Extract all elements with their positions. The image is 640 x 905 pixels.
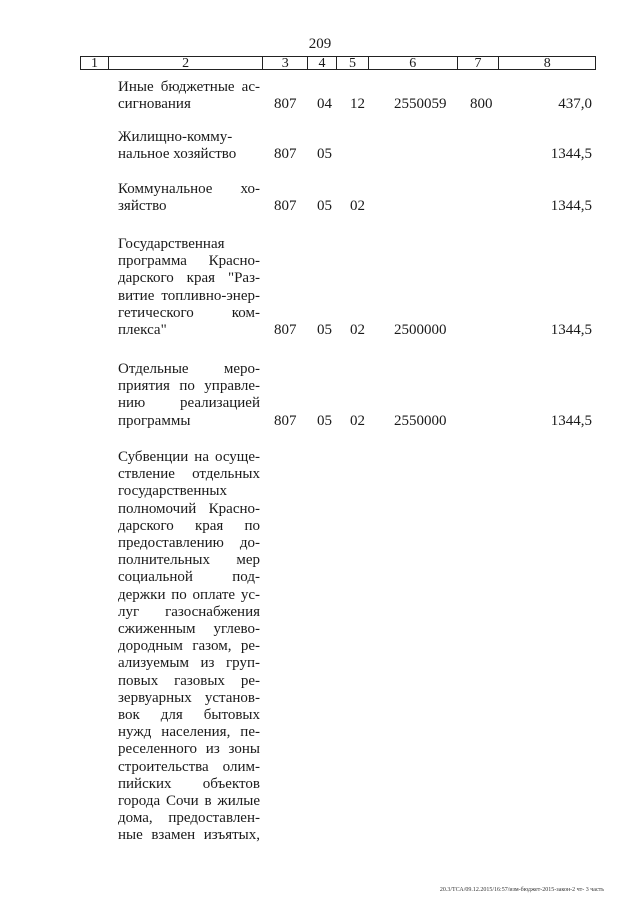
desc-line: ные взамен изъятых,: [118, 827, 260, 844]
row-description: [118, 361, 260, 430]
desc-line: сжиженным углево-: [118, 621, 260, 638]
header-col-1: 1: [81, 57, 109, 69]
cell-col-3: 807: [274, 412, 297, 429]
cell-col-8: 1344,5: [550, 146, 592, 163]
desc-line: ализуемым из груп-: [118, 655, 260, 672]
desc-line: нию реализацией: [118, 395, 260, 412]
header-col-4: 4: [308, 57, 337, 69]
cell-col-8: 437,0: [558, 96, 592, 113]
header-col-7: 7: [458, 57, 500, 69]
row-description: [118, 181, 260, 215]
desc-line: ствление отдельных: [118, 466, 260, 483]
desc-line: программы: [118, 412, 191, 429]
desc-line: плекса": [118, 322, 167, 339]
desc-line: дарского края "Раз-: [118, 270, 260, 287]
desc-line: нужд населения, пе-: [118, 724, 260, 741]
header-col-3: 3: [263, 57, 308, 69]
row-description: [118, 236, 260, 339]
desc-line: Субвенции на осуще-: [118, 449, 260, 465]
desc-line: полномочий Красно-: [118, 500, 260, 517]
cell-col-3: 807: [274, 96, 297, 113]
desc-line: Отдельные меро-: [118, 361, 260, 377]
row-description: [118, 79, 260, 113]
desc-line: реселенного из зоны: [118, 741, 260, 758]
cell-col-4: 05: [317, 412, 332, 429]
cell-col-5: 02: [350, 322, 365, 338]
header-col-8: 8: [543, 56, 551, 71]
desc-line: города Сочи в жилые: [118, 793, 260, 810]
cell-col-3: 807: [274, 146, 297, 163]
desc-line: дома, предоставлен-: [118, 810, 260, 827]
cell-col-8: 1344,5: [550, 322, 592, 338]
cell-col-8: 1344,5: [550, 412, 592, 429]
desc-line: полнительных мер: [118, 552, 260, 569]
desc-line: луг газоснабжения: [118, 603, 260, 620]
desc-line: нальное хозяйство: [118, 146, 237, 163]
desc-line: государственных: [118, 483, 227, 500]
header-col-2: 2: [109, 57, 263, 69]
cell-col-8: 1344,5: [550, 198, 592, 215]
cell-col-4: 05: [317, 198, 332, 215]
desc-line: строительства олим-: [118, 758, 260, 775]
desc-line: зервуарных установ-: [118, 689, 260, 706]
desc-line: вок для бытовых: [118, 707, 260, 724]
desc-line: зяйство: [118, 198, 167, 215]
cell-col-5: 02: [350, 198, 365, 215]
page-number: 209: [308, 36, 332, 52]
cell-col-6: 2500000: [394, 322, 447, 338]
cell-col-4: 05: [317, 322, 332, 338]
cell-col-3: 807: [274, 198, 297, 215]
cell-col-6: 2550000: [394, 412, 447, 429]
desc-line: дарского края по: [118, 517, 260, 534]
desc-line: дородным газом, ре-: [118, 638, 260, 655]
desc-line: держки по оплате ус-: [118, 586, 260, 603]
desc-line: социальной под-: [118, 569, 260, 586]
desc-line: гетического ком-: [118, 304, 260, 321]
cell-col-6: 2550059: [394, 96, 447, 113]
desc-line: Жилищно-комму-: [118, 129, 233, 145]
cell-col-7: 800: [470, 96, 493, 113]
desc-line: Государственная: [118, 236, 225, 252]
desc-line: предоставлению до-: [118, 535, 260, 552]
row-description: [118, 129, 260, 163]
desc-line: витие топливно-энер-: [118, 287, 260, 304]
desc-line: Коммунальное хо-: [118, 181, 260, 197]
desc-line: пийских объектов: [118, 775, 260, 792]
header-col-6: 6: [369, 57, 458, 69]
desc-line: повых газовых ре-: [118, 672, 260, 689]
table-header-row: [80, 56, 596, 70]
cell-col-5: 12: [350, 96, 365, 113]
row-description: [118, 449, 260, 845]
header-col-5: 5: [337, 57, 369, 69]
desc-line: приятия по управле-: [118, 378, 260, 395]
cell-col-4: 04: [317, 96, 332, 113]
cell-col-5: 02: [350, 412, 365, 429]
desc-line: сигнования: [118, 96, 191, 113]
desc-line: программа Красно-: [118, 253, 260, 270]
cell-col-3: 807: [274, 322, 297, 338]
footer-file-stamp: 20.3/ТСА/09.12.2015/16:57/изм-бюджет-2015-закон-2 чт- 3 часть: [439, 887, 604, 893]
cell-col-4: 05: [317, 146, 332, 163]
desc-line: Иные бюджетные ас-: [118, 79, 260, 95]
